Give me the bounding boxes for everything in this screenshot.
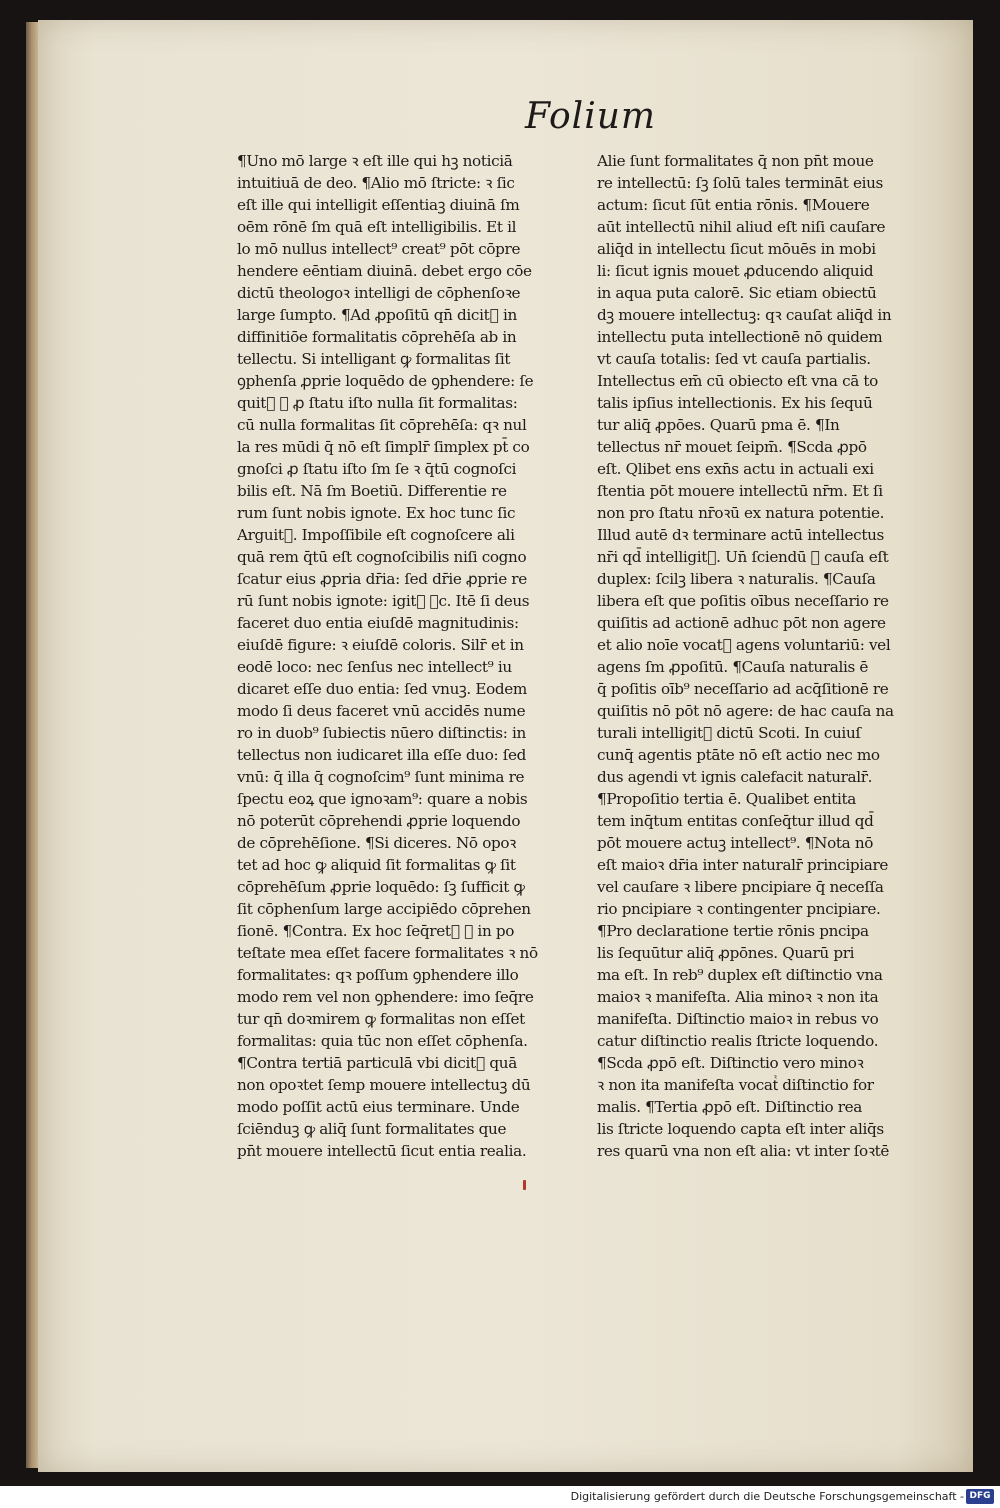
text-line: talis ipſius intellectionis. Ex his ſequū <box>597 394 873 412</box>
text-line: faceret duo entia eiuſdē magnitudinis: <box>237 614 519 632</box>
text-line: large ſumpto. ¶Ad ꝓpoſitū qn̄ dicitᷣ in <box>237 306 517 324</box>
text-line: ¶Pro declaratione tertie rōnis pncipa <box>597 922 869 940</box>
text-line: formalitates: qꝛ poſſum ꝯphendere illo <box>237 966 519 984</box>
text-line: intellectu puta intellectionē nō quidem <box>597 328 883 346</box>
text-line: modo poſſit actū eius terminare. Unde <box>237 1098 520 1116</box>
text-line: eſt. Qlibet ens exn̄s actu in actuali exi <box>597 460 874 478</box>
text-line: ma eſt. In reb⁹ duplex eſt diſtinctio vna <box>597 966 883 984</box>
text-line: Illud autē dꝛ terminare actū intellectus <box>597 526 884 544</box>
text-line: nr̄i qd̄ intelligitᷣ. Un̄ ſciendū ꝙ cauſa eſt <box>597 548 889 566</box>
text-line: quitᷣ ꝙ ꝓ ſtatu iſto nulla ſit formalitas: <box>237 394 518 412</box>
text-line: ¶Uno mō large ꝛ eſt ille qui hꝫ noticiā <box>237 152 513 170</box>
text-line: ro in duob⁹ ſubiectis nūero diſtinctis: in <box>237 724 526 742</box>
text-line: gnoſci ꝓ ſtatu iſto ſm ſe ꝛ q̄tū cognoſci <box>237 460 517 478</box>
text-line: in aqua puta calorē. Sic etiam obiectū <box>597 284 877 302</box>
text-line: ¶Contra tertiā particulā vbi dicitᷣ quā <box>237 1054 517 1072</box>
left-text-column <box>237 150 582 1162</box>
text-line: quiſitis nō pōt nō agere: de hac cauſa na <box>597 702 894 720</box>
text-line: cunq̄ agentis ptāte nō eſt actio nec mo <box>597 746 880 764</box>
text-line: Intellectus em̄ cū obiecto eſt vna cā to <box>597 372 878 390</box>
text-line: eſt ille qui intelligit eſſentiaꝫ diuinā ſm <box>237 196 520 214</box>
text-line: lis ſtricte loquendo capta eſt inter aliq̄s <box>597 1120 884 1138</box>
text-line: Alie ſunt formalitates q̄ non pn̄t moue <box>597 152 874 170</box>
text-line: eiuſdē figure: ꝛ eiuſdē coloris. Silr̄ et in <box>237 636 524 654</box>
text-line: catur diſtinctio realis ſtricte loquendo. <box>597 1032 879 1050</box>
text-line: duplex: ſcilꝫ libera ꝛ naturalis. ¶Cauſa <box>597 570 876 588</box>
text-line: quiſitis ad actionē adhuc pōt non agere <box>597 614 886 632</box>
text-line: ſionē. ¶Contra. Ex hoc ſeq̄retᷣ ꝙ in po <box>237 922 515 940</box>
text-line: tellectus non iudicaret illa eſſe duo: ſed <box>237 746 527 764</box>
text-line: dus agendi vt ignis calefacit naturalr̄. <box>597 768 873 786</box>
text-line: diffinitiōe formalitatis cōprehēſa ab in <box>237 328 517 346</box>
folio-heading: Folium <box>525 96 657 137</box>
text-line: pn̄t mouere intellectū ſicut entia realia. <box>237 1142 527 1160</box>
text-line: de cōprehēſione. ¶Si diceres. Nō opoꝛ <box>237 834 517 852</box>
footer-credit: Digitalisierung gefördert durch die Deutsche Forschungsgemeinschaft - <box>570 1490 964 1503</box>
text-line: intuitiuā de deo. ¶Alio mō ſtricte: ꝛ ſic <box>237 174 515 192</box>
text-line: oēm rōnē ſm quā eſt intelligibilis. Et il <box>237 218 517 236</box>
text-line: tet ad hoc ꝙ aliquid ſit formalitas ꝙ ſit <box>237 856 516 874</box>
text-line: rū ſunt nobis ignote: igitᷣ ꝛc. Itē ſi deus <box>237 592 530 610</box>
text-line: lo mō nullus intellect⁹ creat⁹ pōt cōpre <box>237 240 521 258</box>
text-line: eodē loco: nec ſenſus nec intellect⁹ iu <box>237 658 512 676</box>
text-line: q̄ poſitis oīb⁹ neceſſario ad acq̄ſitionē re <box>597 680 889 698</box>
text-line: Arguitᷣ. Impoſſibile eſt cognoſcere ali <box>237 526 515 544</box>
text-line: tellectus nr̄ mouet ſeipm̄. ¶Scda ꝓpō <box>597 438 867 456</box>
text-line: ſcatur eius ꝓpria dr̄ia: ſed dr̄ie ꝓprie re <box>237 570 527 588</box>
text-line: formalitas: quia tūc non eſſet cōphenſa. <box>237 1032 528 1050</box>
text-line: turali intelligitᷣ dictū Scoti. In cuiuſ <box>597 724 861 742</box>
text-line: la res mūdi q̄ nō eſt ſimplr̄ ſimplex pt̄ co <box>237 438 530 456</box>
text-line: bilis eſt. Nā ſm Boetiū. Differentie re <box>237 482 507 500</box>
text-line: dicaret eſſe duo entia: ſed vnuꝫ. Eodem <box>237 680 527 698</box>
text-line: tem inq̄tum entitas conſeq̄tur illud qd̄ <box>597 812 874 830</box>
text-line: ¶Propoſitio tertia ē. Qualibet entita <box>597 790 856 808</box>
text-line: teſtate mea eſſet facere formalitates ꝛ nō <box>237 944 538 962</box>
dfg-logo: DFG <box>966 1489 994 1504</box>
text-line: ſtentia pōt mouere intellectū nr̄m. Et ſi <box>597 482 883 500</box>
text-line: non opoꝛtet ſemp mouere intellectuꝫ dū <box>237 1076 531 1094</box>
text-line: li: ſicut ignis mouet ꝓducendo aliquid <box>597 262 874 280</box>
text-line: tur qn̄ doꝛmirem ꝙ formalitas non eſſet <box>237 1010 525 1028</box>
right-text-column <box>597 150 935 1162</box>
text-line: pōt mouere actuꝫ intellect⁹. ¶Nota nō <box>597 834 874 852</box>
text-line: tellectu. Si intelligant ꝙ formalitas ſit <box>237 350 511 368</box>
text-line: nō poterūt cōprehendi ꝓprie loquendo <box>237 812 521 830</box>
text-line: ſpectu eoꝝ que ignoꝛam⁹: quare a nobis <box>237 790 528 808</box>
red-ink-mark <box>523 1180 526 1190</box>
text-line: ꝛ non ita manifeſta vocatᷣ diſtinctio for <box>597 1076 874 1094</box>
text-line: ꝯphenſa ꝓprie loquēdo de ꝯphendere: ſe <box>237 372 534 390</box>
text-line: rio pncipiare ꝛ contingenter pncipiare. <box>597 900 881 918</box>
text-line: res quarū vna non eſt alia: vt inter ſoꝛtē <box>597 1142 890 1160</box>
text-line: malis. ¶Tertia ꝓpō eſt. Diſtinctio rea <box>597 1098 862 1116</box>
text-line: manifeſta. Diſtinctio maioꝛ in rebus vo <box>597 1010 879 1028</box>
text-line: rum ſunt nobis ignote. Ex hoc tunc ſic <box>237 504 516 522</box>
text-line: re intellectū: ſꝫ ſolū tales termināt eius <box>597 174 884 192</box>
text-line: ¶Scda ꝓpō eſt. Diſtinctio vero minoꝛ <box>597 1054 864 1072</box>
text-line: eſt maioꝛ dr̄ia inter naturalr̄ principiare <box>597 856 889 874</box>
text-line: modo rem vel non ꝯphendere: imo ſeq̄re <box>237 988 534 1006</box>
text-line: ſit cōphenſum large accipiēdo cōprehen <box>237 900 531 918</box>
text-line: quā rem q̄tū eſt cognoſcibilis niſi cogno <box>237 548 527 566</box>
text-line: aliq̄d in intellectu ſicut mōuēs in mobi <box>597 240 876 258</box>
text-line: modo ſi deus faceret vnū accidēs nume <box>237 702 526 720</box>
footer-bar <box>0 1486 1000 1508</box>
text-line: actum: ſicut ſūt entia rōnis. ¶Mouere <box>597 196 870 214</box>
text-line: agens ſm ꝓpoſitū. ¶Cauſa naturalis ē <box>597 658 869 676</box>
text-line: libera eſt que poſitis oībus neceſſario re <box>597 592 889 610</box>
text-line: tur aliq̄ ꝓpōes. Quarū pma ē. ¶In <box>597 416 840 434</box>
text-line: dictū theologoꝛ intelligi de cōphenſoꝛe <box>237 284 521 302</box>
text-line: vnū: q̄ illa q̄ cognoſcim⁹ ſunt minima re <box>237 768 525 786</box>
text-line: ſciēnduꝫ ꝙ aliq̄ ſunt formalitates que <box>237 1120 507 1138</box>
text-line: vt cauſa totalis: ſed vt cauſa partialis. <box>597 350 871 368</box>
text-line: lis ſequūtur aliq̄ ꝓpōnes. Quarū pri <box>597 944 855 962</box>
text-line: et alio noīe vocatᷣ agens voluntariū: vel <box>597 636 891 654</box>
text-line: maioꝛ ꝛ manifeſta. Alia minoꝛ ꝛ non ita <box>597 988 879 1006</box>
text-line: non pro ſtatu nr̄oꝛū ex natura potentie. <box>597 504 885 522</box>
text-line: cū nulla formalitas ſit cōprehēſa: qꝛ nul <box>237 416 527 434</box>
text-line: dꝫ mouere intellectuꝫ: qꝛ cauſat aliq̄d in <box>597 306 892 324</box>
text-line: vel cauſare ꝛ libere pncipiare q̄ neceſſa <box>597 878 884 896</box>
text-line: aūt intellectū nihil aliud eſt niſi cauſare <box>597 218 886 236</box>
text-line: cōprehēſum ꝓprie loquēdo: ſꝫ ſufficit ꝙ <box>237 878 525 896</box>
text-line: hendere eēntiam diuinā. debet ergo cōe <box>237 262 532 280</box>
